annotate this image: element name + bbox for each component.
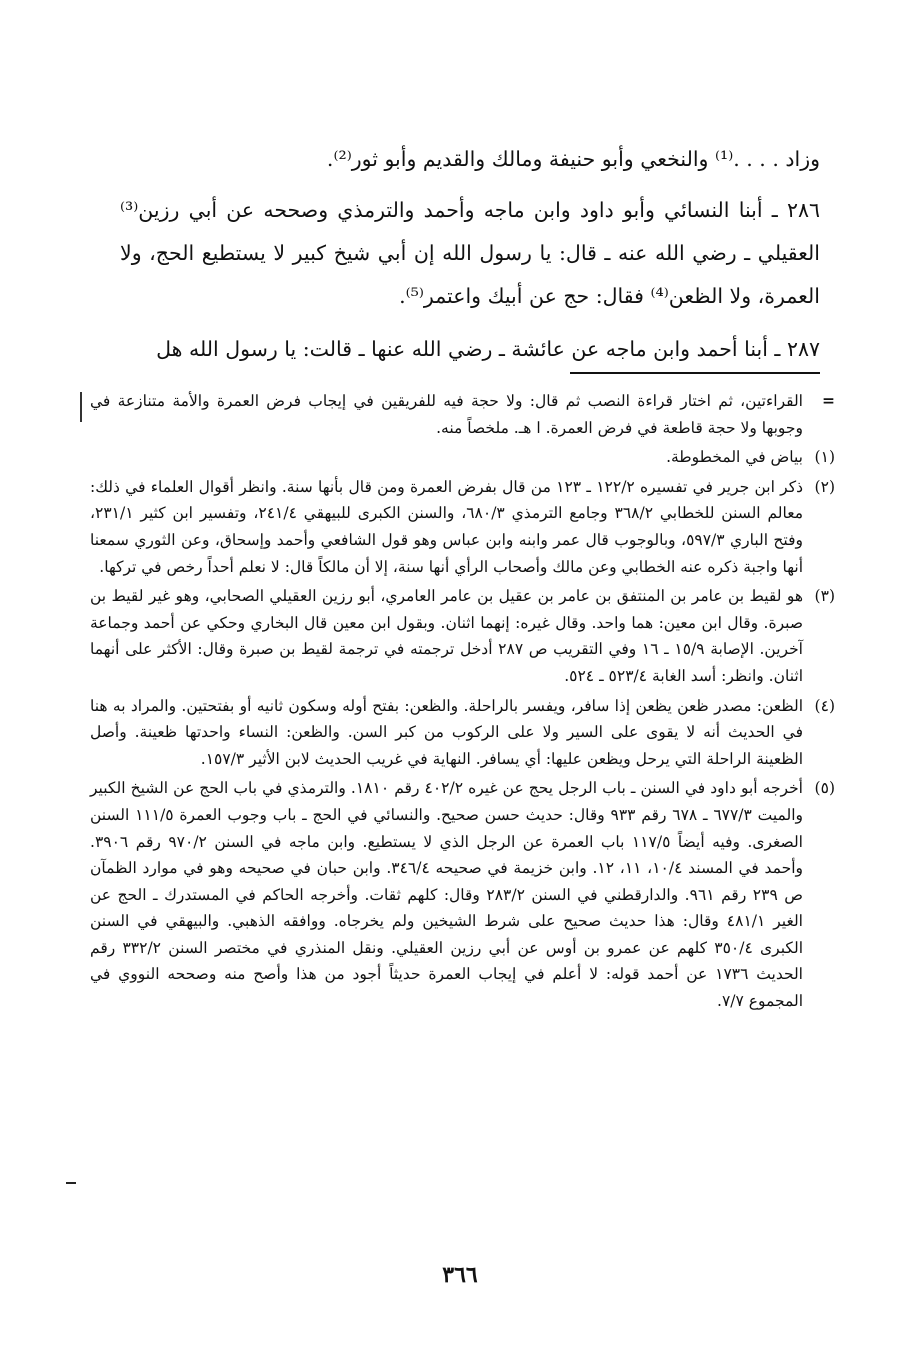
footnote-separator [570, 372, 820, 374]
footnote-text: بياض في المخطوطة. [666, 448, 803, 467]
footnote-text: الظعن: مصدر ظعن يظعن إذا سافر، ويفسر بالراحلة. والظعن: بفتح أوله وسكون ثانيه أو بفتحتين. والمراد به هنا في الحديث أنه لا يقوى على السير ولا على الركوب من كبر السن. والظعن: النساء واحدتها ظعينة. وأصل الظعينة الراحلة التي يرحل ويظعن عليها: أي يسافر. النهاية في غريب الحديث لابن الأثير ١٥٧/٣. [90, 696, 803, 768]
footnote-2 [90, 474, 835, 580]
footnote-text: أخرجه أبو داود في السنن ـ باب الرجل يحج عن غيره ٤٠٢/٢ رقم ١٨١٠. والترمذي في باب الحج عن الشيخ الكبير والميت ٦٧٧/٣ ـ ٦٧٨ رقم ٩٣٣ وقال: حديث حسن صحيح. والنسائي في الحج ـ باب وجوب العمرة ١١١/٥ السنن الصغرى. وفيه أيضاً ١١٧/٥ باب العمرة عن الرجل الذي لا يستطيع. وابن ماجه في السنن ٩٧٠/٢ رقم ٣٩٠٦. وأحمد في المسند ١٠/٤، ١١، ١٢. وابن خزيمة في صحيحه ٣٤٦/٤. وابن حبان في صحيحه وهو في موارد الظمآن ص ٢٣٩ رقم ٩٦١. والدارقطني في السنن ٢٨٣/٢ وقال: كلهم ثقات. وأخرجه الحاكم في المستدرك ـ الحج عن الغير ٤٨١/١ وقال: هذا حديث صحيح على شرط الشيخين ولم يخرجاه. ووافقه الذهبي. والبيهقي في السنن الكبرى ٣٥٠/٤ كلهم عن عمرو بن أوس عن أبي رزين العقيلي. ونقل المنذري في مختصر السنن ٣٣٢/٢ رقم الحديث ١٧٣٦ عن أحمد قوله: لا أعلم في إيجاب العمرة حديثاً أجود من هذا وأصح منه وصححه النووي في المجموع ٧/٧. [90, 779, 804, 1011]
footnote-1 [90, 444, 835, 471]
hadith-286: ٢٨٦ ـ أبنا النسائي وأبو داود وابن ماجه وأحمد والترمذي وصححه عن أبي رزين⁽³⁾ العقيلي ـ رضي الله عنه ـ قال: يا رسول الله إن أبي شيخ كبير لا يستطيع الحج، ولا العمرة، ولا الظعن⁽⁴⁾ فقال: حج عن أبيك واعتمر⁽⁵⁾. [120, 198, 820, 308]
main-paragraph: وزاد . . . .⁽¹⁾ والنخعي وأبو حنيفة ومالك والقديم وأبو ثور⁽²⁾. [326, 147, 820, 171]
margin-dash [66, 1182, 76, 1184]
footnote-text: ذكر ابن جرير في تفسيره ١٢٢/٢ ـ ١٢٣ من قال بفرض العمرة ومن قال بأنها سنة. وانظر أقوال العلماء في ذلك: معالم السنن للخطابي ٣٦٨/٢ وجامع الترمذي ٦٨٠/٣، والسنن الكبرى للبيهقي ٢٤١/٤، وتفسير ابن كثير ٢٣١/١، وفتح الباري ٥٩٧/٣، وبالوجوب قال عمر وابنه وابن عباس وهو قول الشافعي وأحمد وإسحاق، وعن الثوري سمعنا أنها واجبة ذكره عنه الخطابي وعن مالك وأصحاب الرأي أنها سنة، إلا أن مالكاً قال: لا نعلم أحداً رخص في تركها. [90, 477, 804, 576]
footnotes [90, 388, 835, 1018]
footnote-text: هو لقيط بن عامر بن المنتفق بن عامر بن عقيل بن عامر العامري، أبو رزين العقيلي الصحابي، وهو غير لقيط بن صبرة. وقال ابن معين: هما واحد. وقال غيره: إنهما اثنان. وبقول ابن معين قال البخاري وحكي عن أحمد وجماعة آخرين. الإصابة ١٥/٩ ـ ١٦ وفي التقريب ص ٢٨٧ أدخل ترجمته في ترجمة لقيط بن صبرة وقال: الأكثر على أنهما اثنان. وانظر: أسد الغابة ٥٢٣/٤ ـ ٥٢٤. [90, 587, 803, 685]
footnote-number: (٥) [814, 779, 835, 798]
margin-mark [80, 392, 82, 422]
footnote-marker: = [822, 391, 835, 410]
footnote-number: (٣) [814, 587, 835, 606]
footnote-text: القراءتين، ثم اختار قراءة النصب ثم قال: ولا حجة فيه للفريقين في إيجاب فرض العمرة والأمة متنازعة في وجوبها ولا حجة قاطعة في فرض العمرة. ا هـ. ملخصاً منه. [90, 392, 803, 437]
footnote-continuation [90, 388, 835, 441]
footnote-3 [90, 583, 835, 689]
footnote-5 [90, 775, 835, 1014]
page-number: ٣٦٦ [442, 1262, 478, 1288]
main-text [120, 138, 820, 381]
footnote-number: (١) [814, 448, 835, 467]
footnote-4 [90, 693, 835, 773]
footnote-number: (٢) [814, 477, 835, 496]
footnote-number: (٤) [814, 696, 835, 715]
hadith-287: ٢٨٧ ـ أبنا أحمد وابن ماجه عن عائشة ـ رضي الله عنها ـ قالت: يا رسول الله هل [156, 337, 820, 361]
